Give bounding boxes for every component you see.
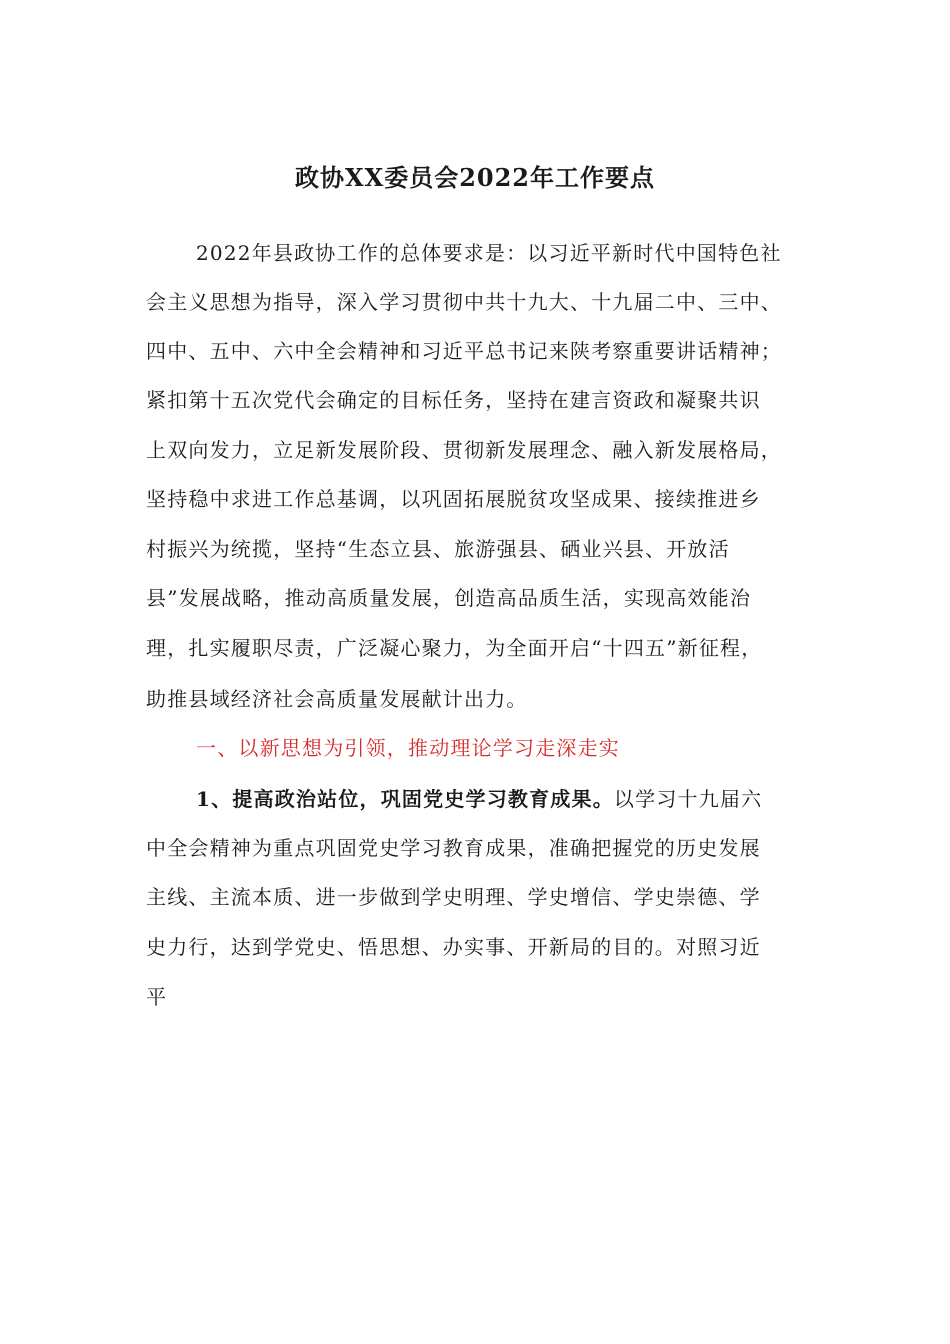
item-line: 史力行，达到学党史、悟思想、办实事、开新局的目的。对照习近: [146, 935, 761, 959]
paragraph-line: 上双向发力，立足新发展阶段、贯彻新发展理念、融入新发展格局，: [146, 438, 782, 462]
paragraph-line: 县”发展战略，推动高质量发展，创造高品质生活，实现高效能治: [146, 586, 752, 610]
item-line: 平: [146, 985, 168, 1009]
paragraph-line: 会主义思想为指导，深入学习贯彻中共十九大、十九届二中、三中、: [146, 290, 782, 314]
paragraph-line: 村振兴为统揽，坚持“生态立县、旅游强县、硒业兴县、开放活: [146, 537, 730, 561]
section-heading: 一、以新思想为引领，推动理论学习走深走实: [196, 736, 620, 760]
item-first-line-text: 以学习十九届六: [613, 787, 763, 811]
paragraph-line: 坚持稳中求进工作总基调，以巩固拓展脱贫攻坚成果、接续推进乡: [146, 487, 761, 511]
item-first-line: [196, 784, 762, 814]
paragraph-line: 理，扎实履职尽责，广泛凝心聚力，为全面开启“十四五”新征程，: [146, 636, 763, 660]
paragraph-line: 2022年县政协工作的总体要求是：以习近平新时代中国特色社: [196, 241, 782, 265]
item-bold-lead: 1、提高政治站位，巩固党史学习教育成果。: [196, 787, 614, 811]
paragraph-line: 助推县域经济社会高质量发展献计出力。: [146, 687, 528, 711]
document-title: 政协XX委员会2022年工作要点: [294, 163, 656, 192]
paragraph-line: 紧扣第十五次党代会确定的目标任务，坚持在建言资政和凝聚共识: [146, 388, 761, 412]
item-line: 主线、主流本质、进一步做到学史明理、学史增信、学史崇德、学: [146, 885, 761, 909]
item-line: 中全会精神为重点巩固党史学习教育成果，准确把握党的历史发展: [146, 836, 761, 860]
paragraph-line: 四中、五中、六中全会精神和习近平总书记来陕考察重要讲话精神；: [146, 339, 782, 363]
